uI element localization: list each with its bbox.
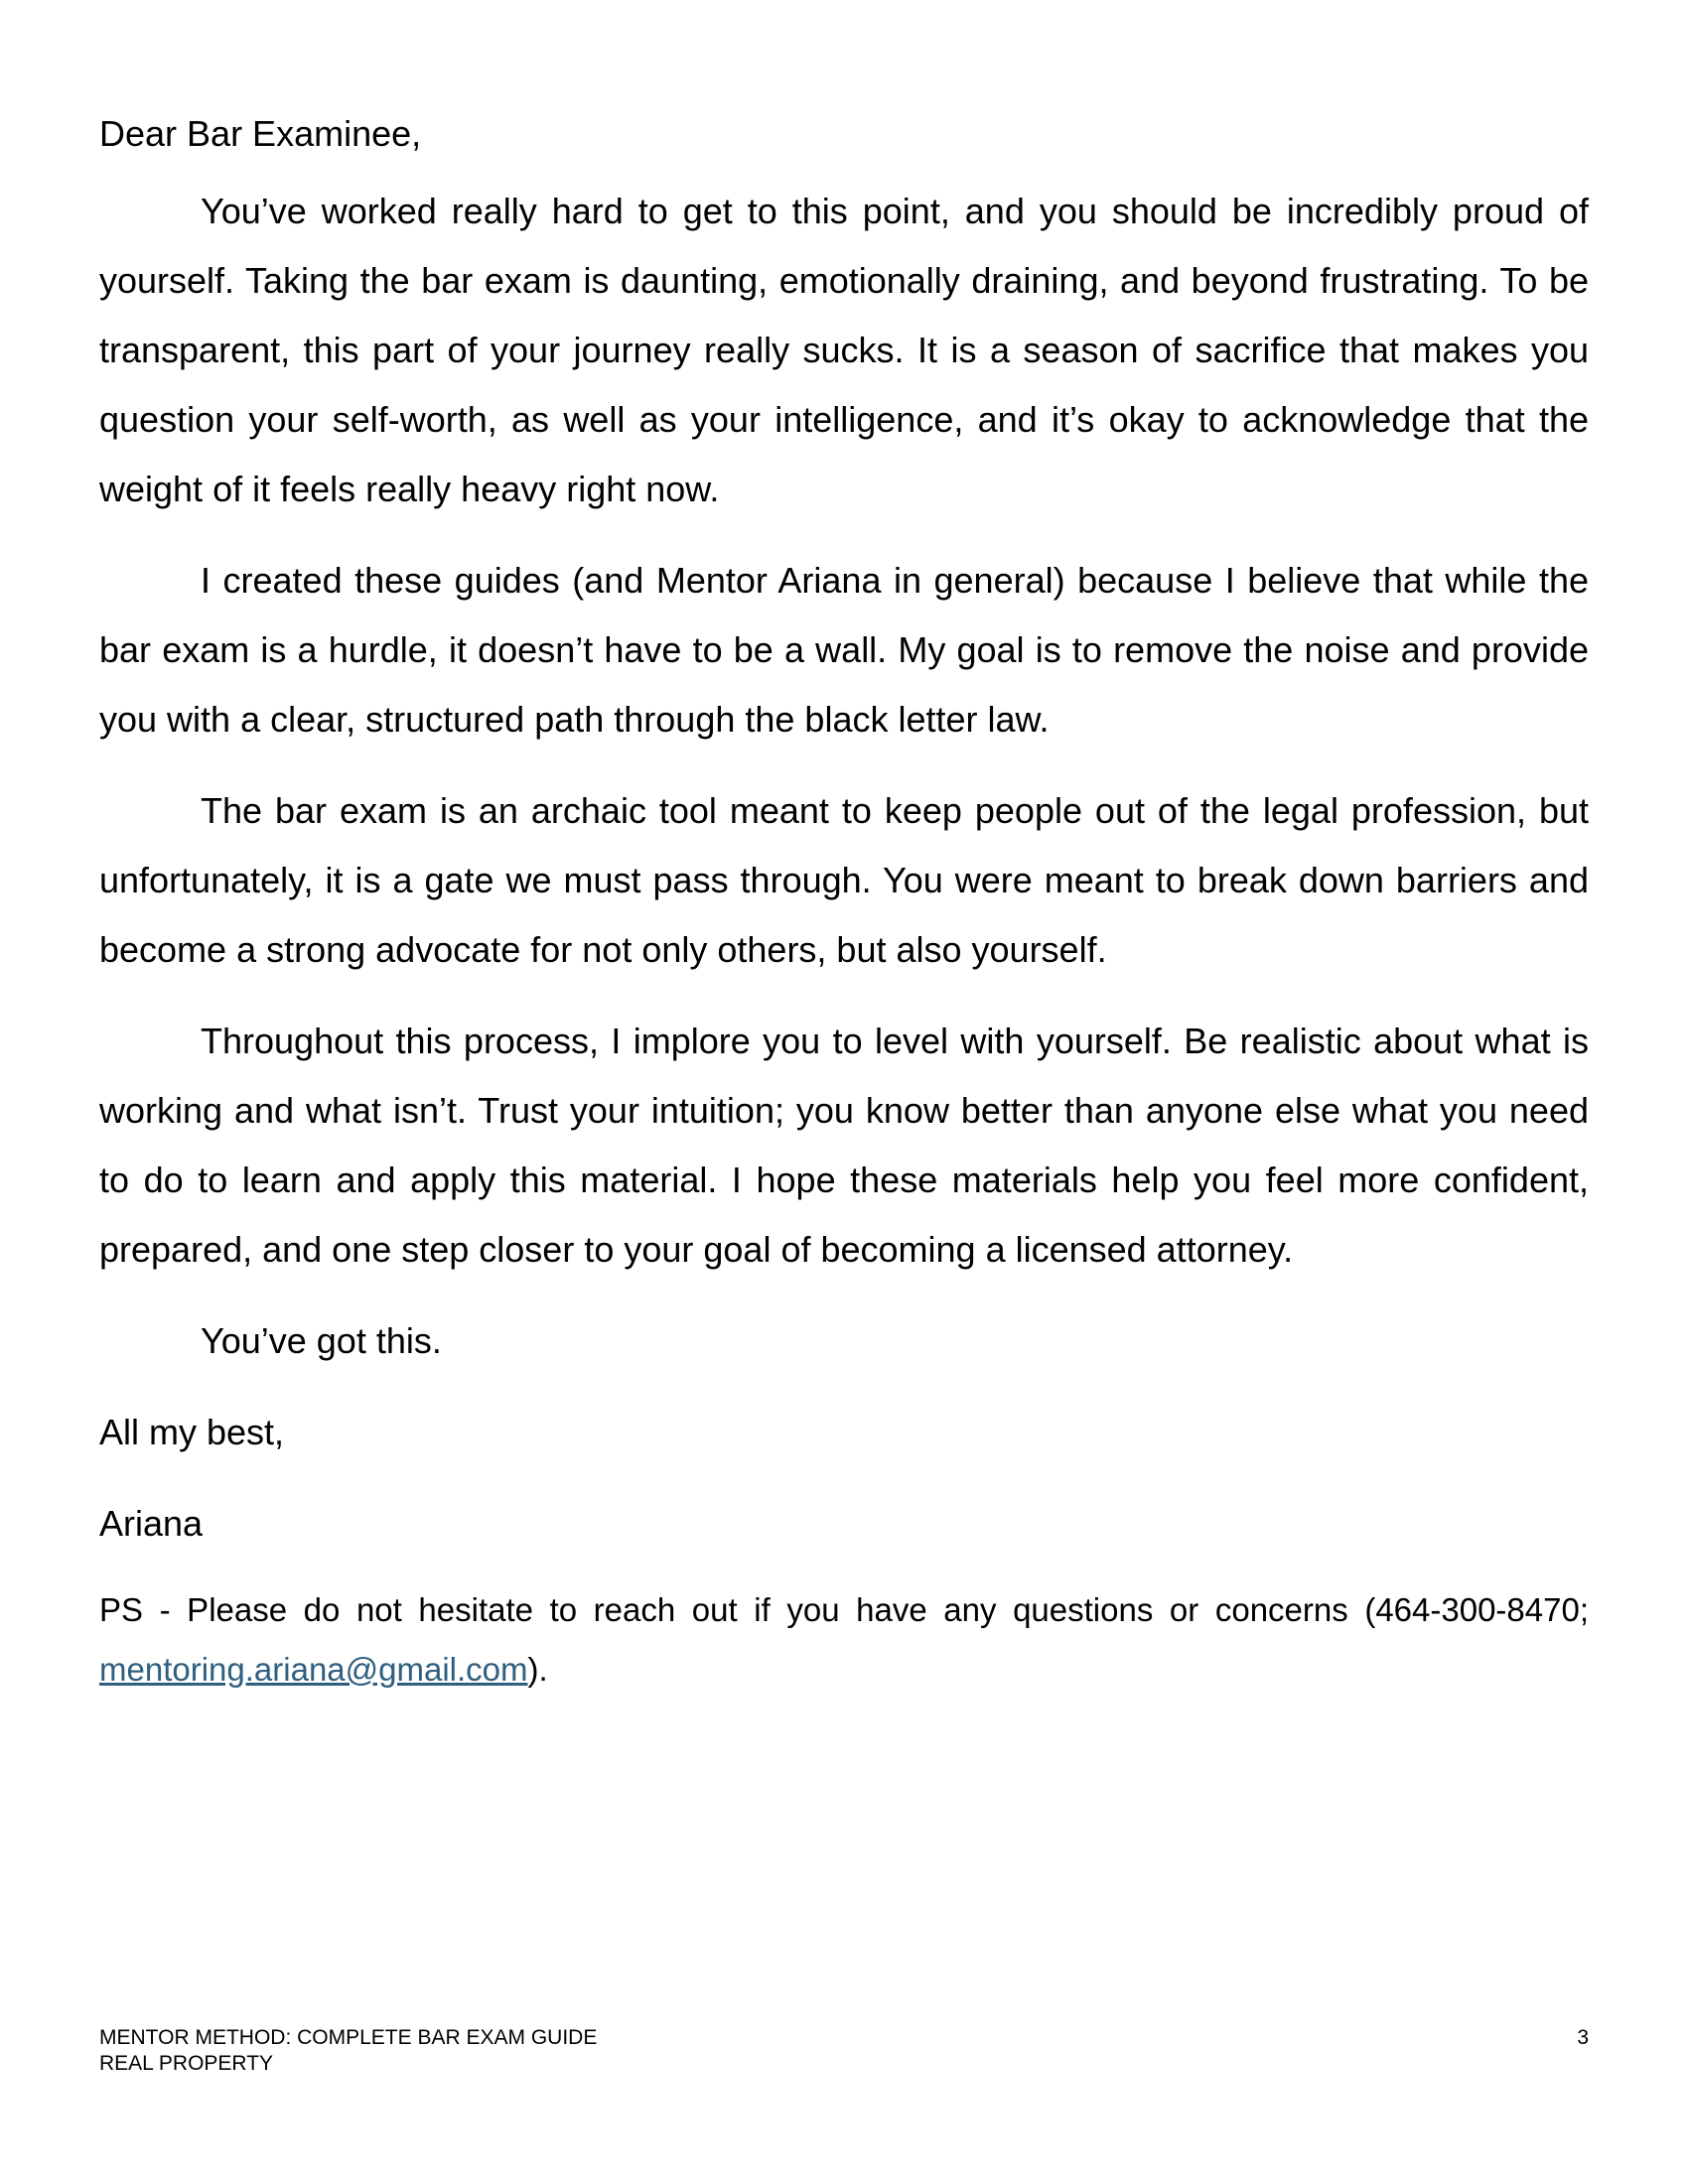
paragraph-4: Throughout this process, I implore you to level with yourself. Be realistic about what is working and what isn’t. Trust your intuition; you know better than anyone else what you need to do to learn and apply this material. I hope these materials help you feel more confident, prepared, and one step closer to your goal of becoming a licensed attorney. — [99, 1021, 1589, 1270]
page-footer — [99, 2025, 1589, 2077]
paragraph-5: You’ve got this. — [201, 1320, 442, 1361]
postscript — [99, 1580, 1589, 1700]
footer-title: MENTOR METHOD: COMPLETE BAR EXAM GUIDE — [99, 2026, 598, 2049]
closing: All my best, — [99, 1412, 285, 1452]
paragraph-3: The bar exam is an archaic tool meant to keep people out of the legal profession, but unfortunately, it is a gate we must pass through. You were meant to break down barriers and become a strong advocate for not only others, but also yourself. — [99, 790, 1589, 970]
postscript-end: ). — [527, 1651, 548, 1688]
signature: Ariana — [99, 1503, 204, 1544]
paragraph-1: You’ve worked really hard to get to this point, and you should be incredibly proud of yourself. Taking the bar exam is daunting, emotionally draining, and beyond frustrating. To be transparent, this part of your journey really sucks. It is a season of sacrifice that makes you question your self-worth, as well as your intelligence, and it’s okay to acknowledge that the weight of it feels really heavy right now. — [99, 191, 1589, 509]
page-number: 3 — [1577, 2026, 1589, 2049]
email-link[interactable]: mentoring.ariana@gmail.com — [99, 1651, 528, 1688]
footer-subtitle: REAL PROPERTY — [99, 2052, 274, 2075]
postscript-text: PS - Please do not hesitate to reach out if you have any questions or concerns (464-300-8470; — [99, 1591, 1589, 1628]
paragraph-2: I created these guides (and Mentor Ariana in general) because I believe that while the bar exam is a hurdle, it doesn’t have to be a wall. My goal is to remove the noise and provide you with a clear, structured path through the black letter law. — [99, 560, 1589, 740]
salutation: Dear Bar Examinee, — [99, 113, 422, 154]
letter-body — [99, 99, 1589, 1700]
